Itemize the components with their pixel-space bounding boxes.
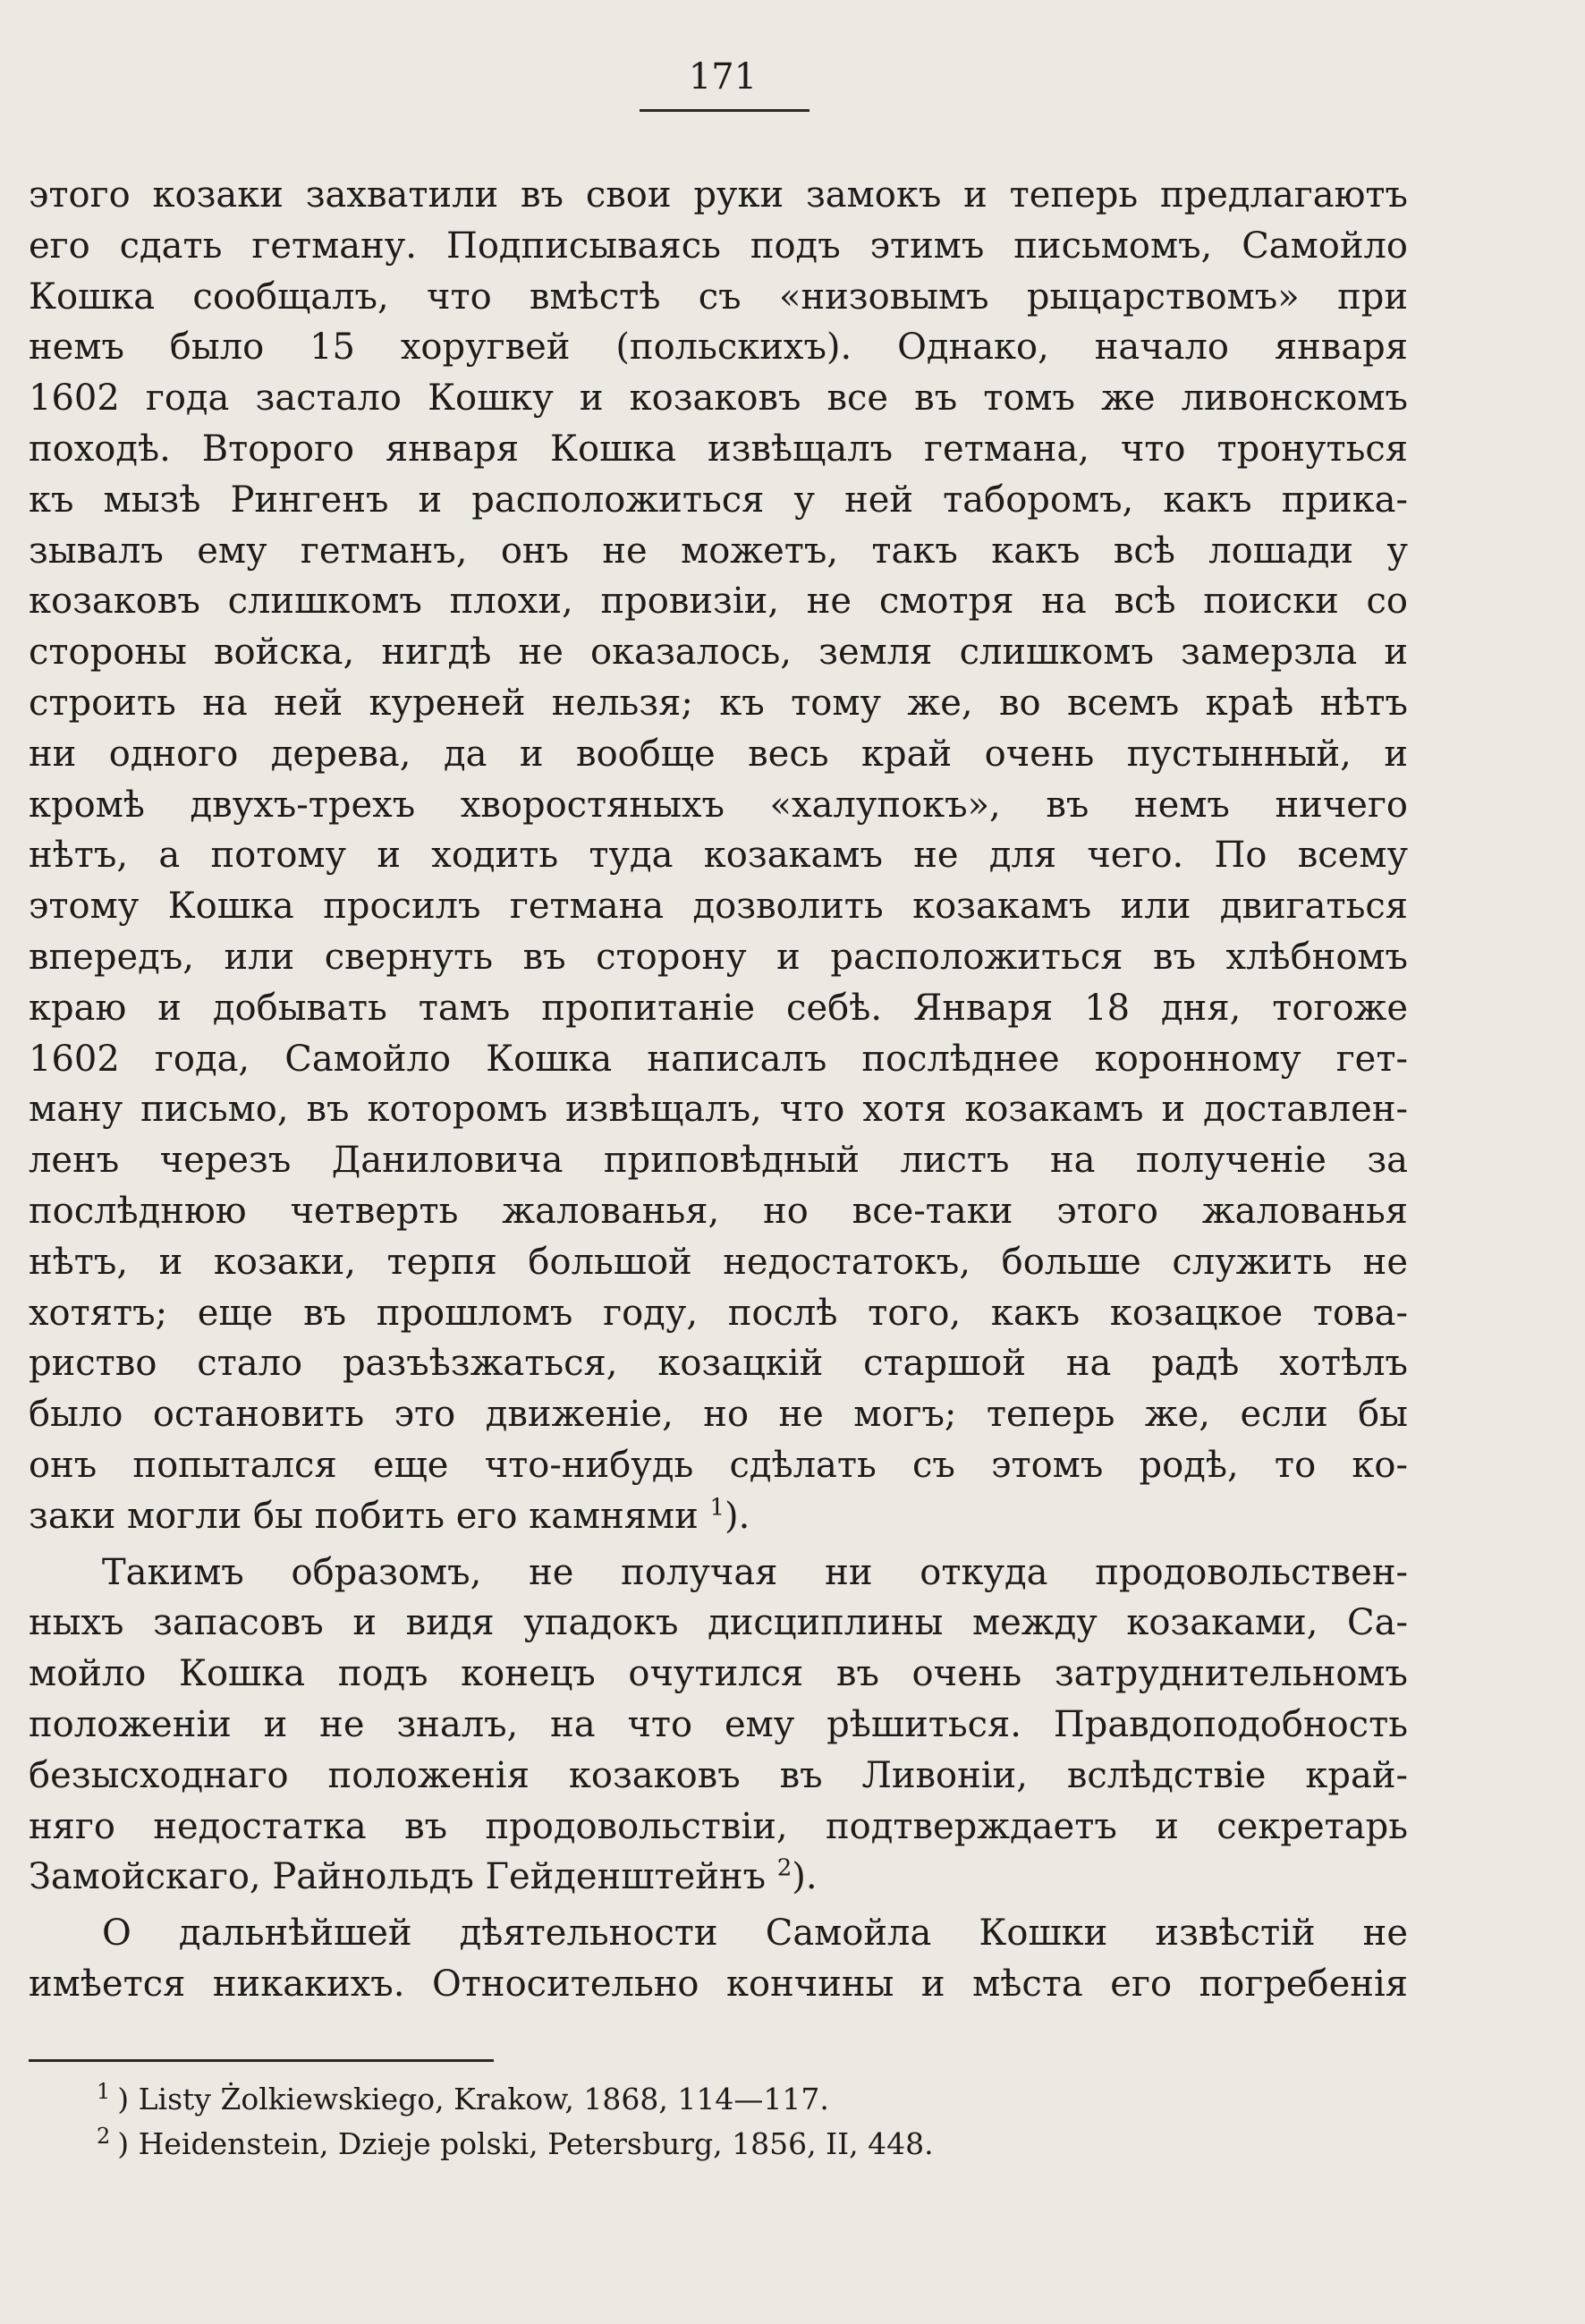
footnote-1 (97, 2077, 1349, 2122)
text-fragment: Замойскаго, Райнольдъ Гейденштейнъ (29, 1856, 767, 1898)
text-line: имѣется никакихъ. Относительно кончины и мѣста его погребенія (29, 1963, 1408, 2005)
text-line: нѣтъ, а потому и ходить туда козакамъ не для чего. По всему (29, 835, 1408, 877)
text-line: ни одного дерева, да и вообще весь край очень пустынный, и (29, 733, 1408, 775)
paragraph-2 (29, 1548, 1408, 1904)
text-line: кромѣ двухъ-трехъ хворостяныхъ «халупокъ», въ немъ ничего (29, 784, 1408, 826)
footnote-mark: 1 (97, 2079, 111, 2104)
footnote-rule (29, 2059, 494, 2062)
footnote-text: ) Listy Żolkiewskiego, Krakow, 1868, 114—117. (117, 2082, 829, 2116)
text-line-last (29, 1491, 1408, 1542)
body-text (29, 170, 1408, 2010)
text-line: О дальнѣйшей дѣятельности Самойла Кошки извѣстій не (102, 1913, 1408, 1955)
page-number: 171 (688, 56, 758, 98)
text-line: къ мызѣ Рингенъ и расположиться у ней таборомъ, какъ прика- (29, 479, 1408, 521)
text-line: положеніи и не зналъ, на что ему рѣшиться. Правдоподобность (29, 1703, 1408, 1745)
text-fragment: ). (725, 1495, 750, 1537)
text-line: этого козаки захватили въ свои руки замокъ и теперь предлагаютъ (29, 174, 1408, 216)
text-line: 1602 года застало Кошку и козаковъ все въ томъ же ливонскомъ (29, 377, 1408, 420)
text-line: было остановить это движеніе, но не могъ; теперь же, если бы (29, 1394, 1408, 1436)
text-line: козаковъ слишкомъ плохи, провизіи, не смотря на всѣ поиски со (29, 581, 1408, 623)
text-fragment: ). (792, 1856, 818, 1898)
text-line: краю и добывать тамъ пропитаніе себѣ. Января 18 дня, тогоже (29, 987, 1408, 1029)
text-line: ману письмо, въ которомъ извѣщалъ, что хотя козакамъ и доставлен- (29, 1089, 1408, 1131)
footnote-ref-1[interactable]: 1 (709, 1494, 725, 1522)
text-line: этому Кошка просилъ гетмана дозволить козакамъ или двигаться (29, 886, 1408, 928)
text-line: Кошка сообщалъ, что вмѣстѣ съ «низовымъ рыцарствомъ» при (29, 276, 1408, 318)
text-line: Такимъ образомъ, не получая ни откуда продовольствен- (102, 1551, 1408, 1593)
text-line: ныхъ запасовъ и видя упадокъ дисциплины между козаками, Са- (29, 1602, 1408, 1644)
text-line: впередъ, или свернуть въ сторону и расположиться въ хлѣбномъ (29, 936, 1408, 978)
page-number-rule (640, 109, 809, 112)
text-fragment: заки могли бы побить его камнями (29, 1495, 699, 1537)
paragraph-1 (29, 170, 1408, 1542)
text-line: стороны войска, нигдѣ не оказалось, земля слишкомъ замерзла и (29, 632, 1408, 674)
text-line-last (29, 1852, 1408, 1903)
text-line: зывалъ ему гетманъ, онъ не можетъ, такъ какъ всѣ лошади у (29, 530, 1408, 572)
text-line: послѣднюю четверть жалованья, но все-таки этого жалованья (29, 1190, 1408, 1232)
text-line: нѣтъ, и козаки, терпя большой недостатокъ, больше служить не (29, 1241, 1408, 1283)
text-line: онъ попытался еще что-нибудь сдѣлать съ этомъ родѣ, то ко- (29, 1444, 1408, 1486)
footnotes (97, 2077, 1349, 2167)
text-line: мойло Кошка подъ конецъ очутился въ очень затруднительномъ (29, 1653, 1408, 1695)
text-line: няго недостатка въ продовольствіи, подтверждаетъ и секретарь (29, 1805, 1408, 1847)
text-line: ленъ черезъ Даниловича приповѣдный листъ на полученіе за (29, 1140, 1408, 1182)
footnote-ref-2[interactable]: 2 (776, 1854, 792, 1882)
text-line: безысходнаго положенія козаковъ въ Ливоніи, вслѣдствіе край- (29, 1754, 1408, 1796)
text-line: хотятъ; еще въ прошломъ году, послѣ того, какъ козацкое това- (29, 1292, 1408, 1334)
footnote-2 (97, 2122, 1349, 2167)
text-line: немъ было 15 хоругвей (польскихъ). Однако, начало января (29, 327, 1408, 369)
text-line: строить на ней куреней нельзя; къ тому же, во всемъ краѣ нѣтъ (29, 682, 1408, 724)
paragraph-3 (29, 1908, 1408, 2010)
footnote-text: ) Heidenstein, Dzieje polski, Petersburg, 1856, II, 448. (117, 2126, 934, 2161)
text-line: 1602 года, Самойло Кошка написалъ послѣднее коронному гет- (29, 1038, 1408, 1080)
text-line: походѣ. Второго января Кошка извѣщалъ гетмана, что тронуться (29, 428, 1408, 470)
text-line: риство стало разъѣзжаться, козацкій старшой на радѣ хотѣлъ (29, 1343, 1408, 1385)
text-line: его сдать гетману. Подписываясь подъ этимъ письмомъ, Самойло (29, 225, 1408, 267)
footnote-mark: 2 (97, 2124, 111, 2149)
